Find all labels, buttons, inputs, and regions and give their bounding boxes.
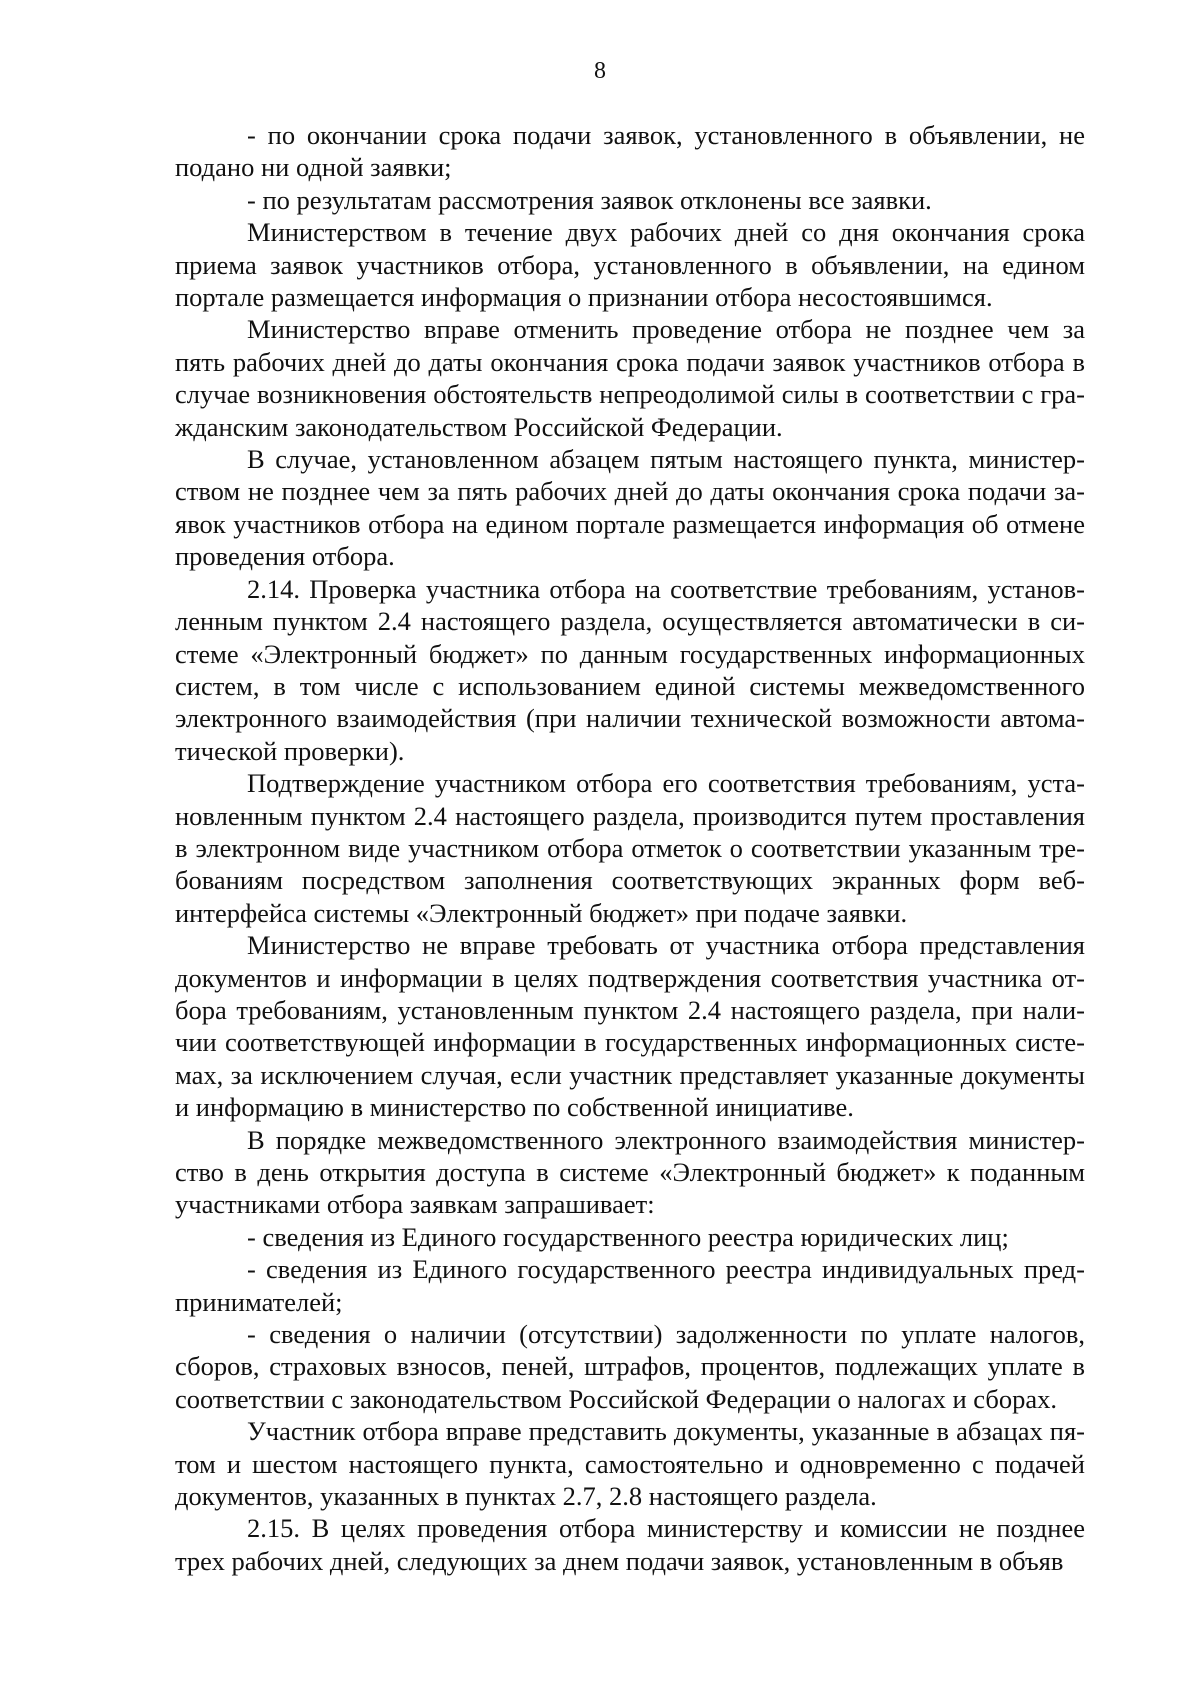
paragraph: - по результатам рассмотрения заявок отклонены все заявки. bbox=[247, 184, 932, 215]
paragraph: - сведения из Единого государственного реестра индивидуальных предпринимателей; bbox=[175, 1254, 1085, 1317]
document-body bbox=[175, 119, 1085, 1577]
paragraph: 2.15. В целях проведения отбора министерству и комиссии не позднее трех рабочих дней, следующих за днем подачи заявок, установленным в объяв bbox=[175, 1513, 1085, 1576]
paragraph: - сведения из Единого государственного реестра юридических лиц; bbox=[247, 1221, 1009, 1252]
paragraph: Подтверждение участником отбора его соответствия требованиям, установленным пунктом 2.4 настоящего раздела, производится путем проставления в электронном виде участником отбора отметок о соответствии указанным требованиям посредством заполнения соответствующих экранных форм веб-интерфейса системы «Электронный бюджет» при подаче заявки. bbox=[175, 768, 1085, 928]
paragraph: Министерство вправе отменить проведение отбора не позднее чем за пять рабочих дней до даты окончания срока подачи заявок участников отбора в случае возникновения обстоятельств непреодолимой силы в соответствии с гражданским законодательством Российской Федерации. bbox=[175, 314, 1085, 442]
paragraph: Министерством в течение двух рабочих дней со дня окончания срока приема заявок участников отбора, установленного в объявлении, на едином портале размещается информация о признании отбора несостоявшимся. bbox=[175, 217, 1085, 313]
paragraph: Министерство не вправе требовать от участника отбора представления документов и информации в целях подтверждения соответствия участника отбора требованиям, установленным пунктом 2.4 настоящего раздела, при наличии соответствующей информации в государственных информационных системах, за исключением случая, если участник представляет указанные документы и информацию в министерство по собственной инициативе. bbox=[175, 930, 1085, 1123]
paragraph: В случае, установленном абзацем пятым настоящего пункта, министерством не позднее чем за пять рабочих дней до даты окончания срока подачи заявок участников отбора на едином портале размещается информация об отмене проведения отбора. bbox=[175, 444, 1085, 572]
paragraph: Участник отбора вправе представить документы, указанные в абзацах пятом и шестом настоящего пункта, самостоятельно и одновременно с подачей документов, указанных в пунктах 2.7, 2.8 настоящего раздела. bbox=[175, 1416, 1085, 1512]
paragraph: - сведения о наличии (отсутствии) задолженности по уплате налогов, сборов, страховых взносов, пеней, штрафов, процентов, подлежащих уплате в соответствии с законодательством Российской Федерации о налогах и сборах. bbox=[175, 1319, 1085, 1414]
page-number: 8 bbox=[594, 58, 606, 84]
paragraph: 2.14. Проверка участника отбора на соответствие требованиям, установленным пунктом 2.4 настоящего раздела, осуществляется автоматически в системе «Электронный бюджет» по данным государственных информационных систем, в том числе с использованием единой системы межведомственного электронного взаимодействия (при наличии технической возможности автоматической проверки). bbox=[175, 573, 1085, 766]
paragraph: - по окончании срока подачи заявок, установленного в объявлении, не подано ни одной заявки; bbox=[175, 120, 1085, 183]
paragraph: В порядке межведомственного электронного взаимодействия министерство в день открытия доступа в системе «Электронный бюджет» к поданным участниками отбора заявкам запрашивает: bbox=[175, 1124, 1085, 1220]
